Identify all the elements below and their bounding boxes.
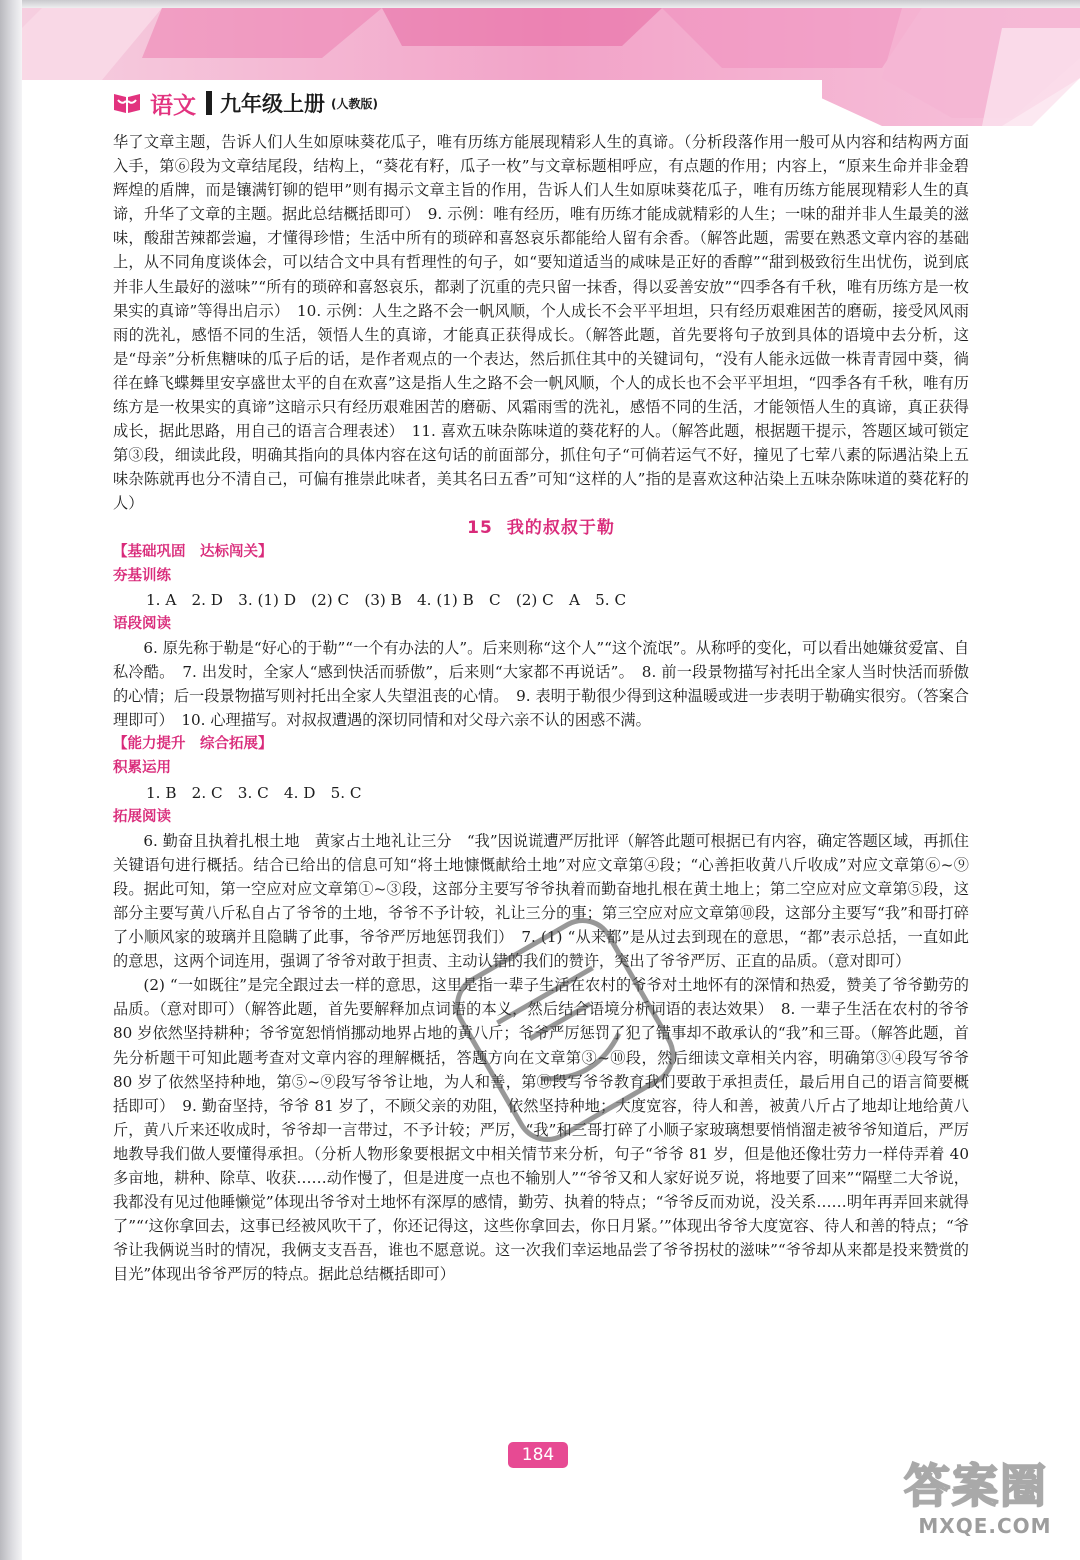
lesson-title (113, 516, 969, 540)
answer-paragraph: 华了文章主题，告诉人们人生如原味葵花瓜子，唯有历练方能展现精彩人生的真谛。（分析段落作用一般可从内容和结构两方面入手，第⑥段为文章结尾段，结构上，“葵花有籽，瓜子一枚”与文章标题相呼应，有点题的作用；内容上，“原来生命并非金碧辉煌的盾牌，而是镶满钉铆的铠甲”则有揭示文章主旨的作用，告诉人们人生如原味葵花瓜子，唯有历练方能展现精彩人生的真谛，升华了文章的主题。据此总结概括即可） 9. 示例：唯有经历，唯有历练才能成就精彩的人生；一味的甜并非人生最美的滋味，酸甜苦辣都尝遍，才懂得珍惜；生活中所有的琐碎和喜怒哀乐都能给人留有余香。（解答此题，需要在熟悉文章内容的基础上，从不同角度谈体会，可以结合文中具有哲理性的句子，如“要知道适当的咸味是正好的香醇”“甜到极致衍生出忧伤，说到底并非人生最好的滋味”“所有的琐碎和喜怒哀乐，都剥了沉重的壳只留一抹香，得以妥善安放”“四季各有千秋，唯有历练方是一枚果实的真谛”等得出启示） 10. 示例：人生之路不会一帆风顺，个人成长不会平平坦坦，只有经历艰难困苦的磨砺，接受风风雨雨的洗礼，感悟不同的生活，领悟人生的真谛，才能真正获得成长。（解答此题，首先要将句子放到具体的语境中去分析，这是“母亲”分析焦糖味的瓜子后的话，是作者观点的一个表达，然后抓住其中的关键词句，“没有人能永远做一株青青园中葵，徜徉在蜂飞蝶舞里安享盛世太平的自在欢喜”这是指人生之路不会一帆风顺，个人的成长也不会平平坦坦，“四季各有千秋，唯有历练方是一枚果实的真谛”这暗示只有经历艰难困苦的磨砺、风霜雨雪的洗礼，感悟不同的生活，才能领悟人生的真谛，真正获得成长，据此思路，用自己的语言合理表述） 11. 喜欢五味杂陈味道的葵花籽的人。（解答此题，根据题干提示，答题区域可锁定第③段，细读此段，明确其指向的具体内容在这句话的前面部分，抓住句子“可倘若运气不好，撞见了七荤八素的际遇沾染上五味杂陈就再也分不清自己，可偏有推崇此味者，美其名曰五香”可知“这样的人”指的是喜欢这种沾染上五味杂陈味道的葵花籽的人） (113, 133, 969, 513)
subsection-heading: 拓展阅读 (113, 808, 171, 825)
section-heading: 【能力提升 综合拓展】 (113, 736, 273, 753)
page-header (112, 88, 378, 118)
open-book-icon (112, 91, 142, 115)
answer-line: 1. A 2. D 3. (1) D (2) C (3) B 4. (1) B C (2) C A 5. C (146, 590, 627, 609)
header-divider (206, 91, 212, 115)
watermark-url: MXQE.COM (918, 1514, 1052, 1538)
answer-paragraph: 6. 原先称于勒是“好心的于勒”“一个有办法的人”。后来则称“这个人”“这个流氓”。从称呼的变化，可以看出她嫌贫爱富、自私冷酷。 7. 出发时，全家人“感到快活而骄傲”，后来则“大家都不再说话”。 8. 前一段景物描写衬托出全家人当时快活而骄傲的心情；后一段景物描写则衬托出全家人失望沮丧的心情。 9. 表明于勒很少得到这种温暖或进一步表明于勒确实很穷。（答案合理即可） 10. 心理描写。对叔叔遭遇的深切同情和对父母六亲不认的困惑不满。 (113, 638, 970, 730)
lesson-name: 我的叔叔于勒 (506, 517, 615, 538)
subsection-heading: 语段阅读 (113, 615, 171, 632)
site-watermark (900, 1450, 1070, 1550)
subsection-heading: 积累运用 (113, 760, 171, 777)
page-number: 184 (508, 1442, 568, 1468)
grade-label: 九年级上册 (220, 92, 325, 116)
section-heading: 【基础巩固 达标闯关】 (113, 543, 273, 560)
edition-label: (人教版) (331, 96, 378, 111)
answer-paragraph: (2) “一如既往”是完全跟过去一样的意思，这里是指一辈子生活在农村的爷爷对土地怀有的深情和热爱，赞美了爷爷勤劳的品质。（意对即可）（解答此题，首先要解释加点词语的本义，然后结合语境分析词语的表达效果） 8. 一辈子生活在农村的爷爷 80 岁依然坚持耕种；爷爷宽恕悄悄挪动地界占地的黄八斤；爷爷严厉惩罚了犯了错事却不敢承认的“我”和三哥。（解答此题，首先分析题干可知此题考查对文章内容的理解概括，答题方向在文章第③~⑩段，然后细读文章相关内容，明确第③④段写爷爷 80 岁了依然坚持种地，第⑤~⑨段写爷爷让地，为人和善，第⑩段写爷爷教育我们要敢于承担责任，最后用自己的语言简要概括即可） 9. 勤奋坚持，爷爷 81 岁了，不顾父亲的劝阻，依然坚持种地；大度宽容，待人和善，被黄八斤占了地却让地给黄八斤，黄八斤来还收成时，爷爷却一言带过，不予计较；严厉，“我”和三哥打碎了小顺子家玻璃想要悄悄溜走被爷爷知道后，严厉地教导我们做人要懂得承担。（分析人物形象要根据文中相关情节来分析，句子“爷爷 81 岁，但是他还像壮劳力一样侍弄着 40 多亩地，耕种、除草、收获……动作慢了，但是进度一点也不输别人”“爷爷又和人家好说歹说，将地要了回来”“隔壁二大爷说，我都没有见过他睡懒觉”体现出爷爷对土地怀有深厚的感情，勤劳、执着的特点；“爷爷反而劝说，没关系……明年再弄回来就得了”“‘这你拿回去，这事已经被风吹干了，你还记得这，这些你拿回去，你日月紧。’”体现出爷爷大度宽容、待人和善的特点；“爷爷让我俩说当时的情况，我俩支支吾吾，谁也不愿意说。这一次我们幸运地品尝了爷爷拐杖的滋味”“爷爷却从来都是投来赞赏的目光”体现出爷爷严厉的特点。据此总结概括即可） (113, 976, 969, 1284)
watermark-logo-text: 答案圈 (904, 1459, 1048, 1513)
answer-content (113, 130, 969, 1287)
left-page-shadow (0, 0, 22, 1560)
answer-paragraph: 6. 勤奋且执着扎根土地 黄家占土地礼让三分 “我”因说谎遭严厉批评（解答此题可根据已有内容，确定答题区域，再抓住关键语句进行概括。结合已给出的信息可知“将土地慷慨献给土地”对应文章第④段；“心善拒收黄八斤收成”对应文章第⑥~⑨段。据此可知，第一空应对应文章第①~③段，这部分主要写爷爷执着而勤奋地扎根在黄土地上；第二空应对应文章第⑤段，这部分主要写黄八斤私自占了爷爷的土地，爷爷不予计较，礼让三分的事；第三空应对应文章第⑩段，这部分主要写“我”和哥打碎了小顺风家的玻璃并且隐瞒了此事，爷爷严厉地惩罚我们） 7. (1) “从来都”是从过去到现在的意思，“都”表示总括，一直如此的意思，这两个词连用，强调了爷爷对敢于担责、主动认错的我们的赞许，突出了爷爷严厉、正直的品质。（意对即可） (113, 831, 969, 971)
answer-line: 1. B 2. C 3. C 4. D 5. C (146, 783, 362, 802)
subsection-heading: 夯基训练 (113, 567, 171, 584)
subject-label: 语文 (150, 92, 196, 119)
lesson-number: 15 (467, 517, 493, 538)
